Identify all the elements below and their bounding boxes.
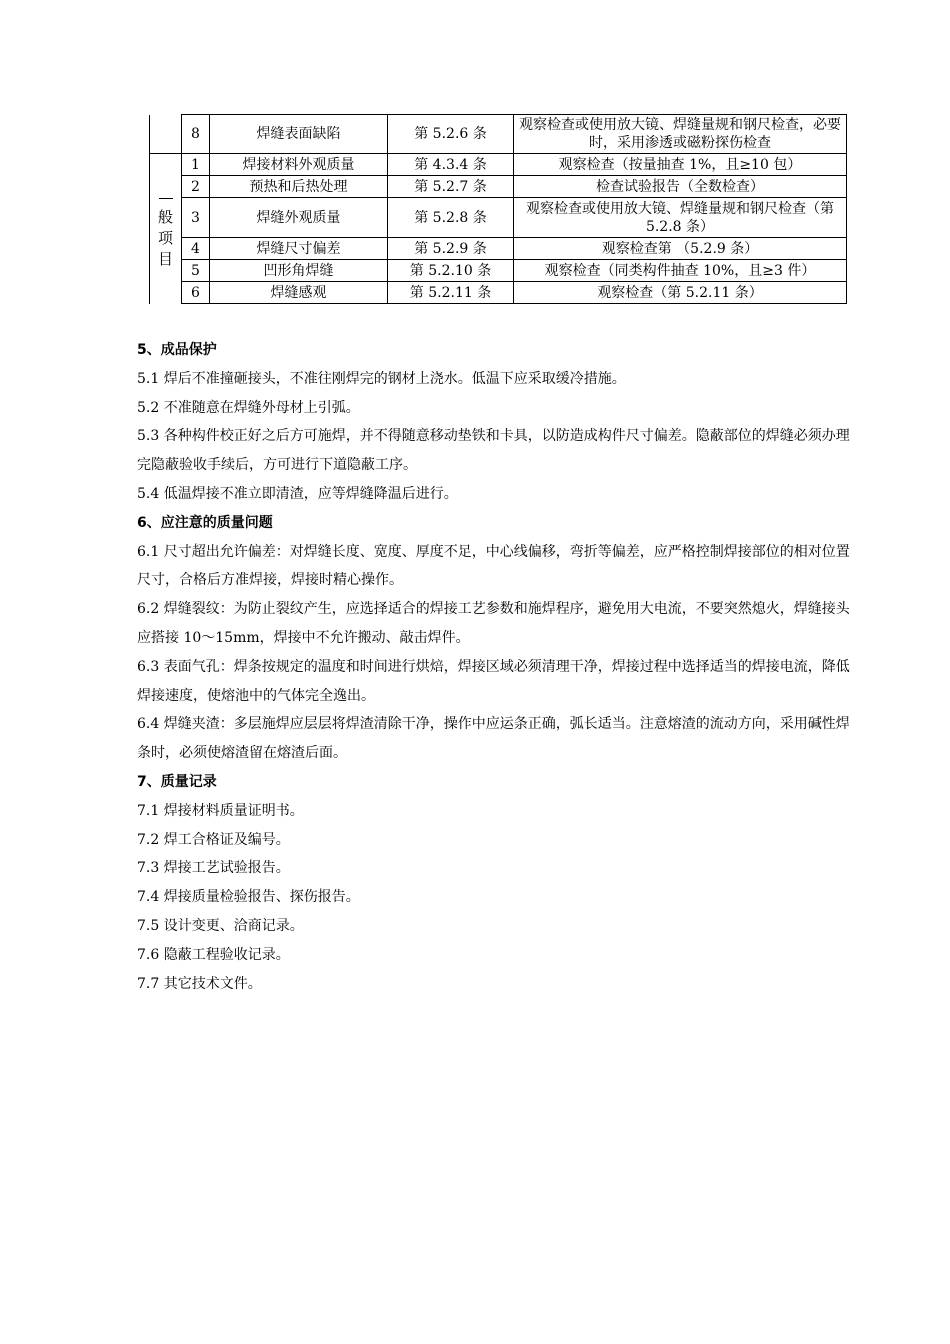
row-method: 观察检查（第 5.2.11 条） [514, 282, 847, 304]
row-clause: 第 5.2.6 条 [388, 115, 514, 154]
paragraph: 6.3 表面气孔：焊条按规定的温度和时间进行烘焙，焊接区域必须清理干净，焊接过程中选择适当的焊接电流，降低焊接速度，使熔池中的气体完全逸出。 [137, 658, 850, 704]
row-item: 焊缝表面缺陷 [210, 115, 388, 154]
paragraph: 6.1 尺寸超出允许偏差：对焊缝长度、宽度、厚度不足，中心线偏移，弯折等偏差，应严格控制焊接部位的相对位置尺寸，合格后方准焊接，焊接时精心操作。 [137, 543, 850, 589]
row-item: 焊接材料外观质量 [210, 154, 388, 176]
row-number: 3 [182, 198, 210, 238]
inspection-table [149, 114, 847, 304]
paragraph: 6.2 焊缝裂纹：为防止裂纹产生，应选择适合的焊接工艺参数和施焊程序，避免用大电流，不要突然熄火，焊缝接头应搭接 10～15mm，焊接中不允许搬动、敲击焊件。 [137, 601, 850, 646]
row-clause: 第 5.2.8 条 [388, 198, 514, 238]
table-row [150, 238, 847, 260]
row-clause: 第 5.2.7 条 [388, 176, 514, 198]
row-number: 8 [182, 115, 210, 154]
row-method: 检查试验报告（全数检查） [514, 176, 847, 198]
row-number: 5 [182, 260, 210, 282]
paragraph: 7.3 焊接工艺试验报告。 [137, 860, 290, 877]
row-item: 焊缝感观 [210, 282, 388, 304]
body-text [137, 336, 859, 998]
row-method: 观察检查（按量抽查 1%，且≥10 包） [514, 154, 847, 176]
row-clause: 第 5.2.10 条 [388, 260, 514, 282]
table-row [150, 154, 847, 176]
paragraph: 6.4 焊缝夹渣：多层施焊应层层将焊渣清除干净，操作中应运条正确，弧长适当。注意熔渣的流动方向，采用碱性焊条时，必须使熔渣留在熔渣后面。 [137, 716, 850, 762]
paragraph: 7.1 焊接材料质量证明书。 [137, 802, 304, 819]
row-item: 焊缝尺寸偏差 [210, 238, 388, 260]
section-heading-finished-product-protection: 5、成品保护 [137, 342, 217, 358]
paragraph: 7.4 焊接质量检验报告、探伤报告。 [137, 889, 360, 906]
row-clause: 第 5.2.11 条 [388, 282, 514, 304]
main-category-cell [150, 115, 182, 154]
table-row [150, 176, 847, 198]
row-method: 观察检查或使用放大镜、焊缝量规和钢尺检查，必要时，采用渗透或磁粉探伤检查 [514, 115, 847, 154]
row-method: 观察检查或使用放大镜、焊缝量规和钢尺检查（第 5.2.8 条） [514, 198, 847, 238]
row-number: 4 [182, 238, 210, 260]
row-method: 观察检查（同类构件抽查 10%，且≥3 件） [514, 260, 847, 282]
section-heading-quality-issues: 6、应注意的质量问题 [137, 514, 273, 531]
section-heading-quality-records: 7、质量记录 [137, 773, 217, 790]
paragraph: 7.2 焊工合格证及编号。 [137, 831, 290, 848]
paragraph: 5.3 各种构件校正好之后方可施焊，并不得随意移动垫铁和卡具，以防造成构件尺寸偏差。隐蔽部位的焊缝必须办理完隐蔽验收手续后，方可进行下道隐蔽工序。 [137, 428, 850, 474]
general-label-char-2: 般 [157, 207, 173, 226]
general-label-char-1 [159, 198, 173, 199]
row-number: 1 [182, 154, 210, 176]
paragraph: 7.7 其它技术文件。 [137, 975, 262, 992]
table-row [150, 115, 847, 154]
row-number: 2 [182, 176, 210, 198]
row-method: 观察检查第 （5.2.9 条） [514, 238, 847, 260]
general-items-label [150, 154, 182, 304]
table-row [150, 282, 847, 304]
row-item: 预热和后热处理 [210, 176, 388, 198]
row-item: 凹形角焊缝 [210, 260, 388, 282]
row-clause: 第 4.3.4 条 [388, 154, 514, 176]
row-item: 焊缝外观质量 [210, 198, 388, 238]
row-number: 6 [182, 282, 210, 304]
row-clause: 第 5.2.9 条 [388, 238, 514, 260]
table-row [150, 260, 847, 282]
general-label-char-3: 项 [157, 228, 173, 247]
paragraph: 7.6 隐蔽工程验收记录。 [137, 946, 290, 963]
paragraph: 7.5 设计变更、洽商记录。 [137, 917, 304, 934]
table-row [150, 198, 847, 238]
paragraph: 5.1 焊后不准撞砸接头，不准往刚焊完的钢材上浇水。低温下应采取缓冷措施。 [137, 370, 626, 387]
paragraph: 5.2 不准随意在焊缝外母材上引弧。 [137, 399, 360, 416]
paragraph: 5.4 低温焊接不准立即清渣，应等焊缝降温后进行。 [137, 485, 458, 502]
general-label-char-4: 目 [157, 249, 173, 268]
